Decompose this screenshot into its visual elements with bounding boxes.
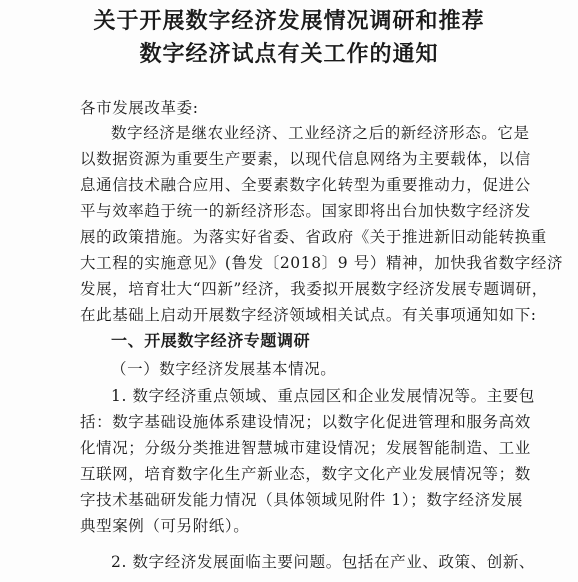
subsection-1-heading: （一）数字经济发展基本情况。	[111, 360, 337, 378]
intro-line-4: 平与效率趋于统一的新经济形态。国家即将出台加快数字经济发	[80, 202, 531, 220]
item-1-line-6: 典型案例（可另附纸）。	[80, 517, 250, 535]
item-1-line-4: 互联网，培育数字化生产新业态，数字文化产业发展情况等；数	[80, 465, 531, 483]
section-1-heading: 一、开展数字经济专题调研	[111, 331, 311, 350]
intro-line-8: 在此基础上启动开展数字经济领域相关试点。有关事项通知如下:	[80, 306, 537, 324]
intro-line-2: 以数据资源为重要生产要素，以现代信息网络为主要载体，以信	[80, 150, 531, 168]
item-1-line-2: 括：数字基础设施体系建设情况；以数字化促进管理和服务高效	[80, 413, 531, 431]
addressee: 各市发展改革委:	[80, 99, 199, 117]
document-title-line-2: 数字经济试点有关工作的通知	[139, 42, 439, 67]
intro-line-5: 展的政策措施。为落实好省委、省政府《关于推进新旧动能转换重	[80, 228, 547, 246]
intro-line-6: 大工程的实施意见》(鲁发〔2018〕9 号）精神，加快我省数字经济	[80, 254, 564, 272]
item-1-line-3: 化情况；分级分类推进智慧城市建设情况；发展智能制造、工业	[80, 439, 531, 457]
item-1-line-1: 1. 数字经济重点领域、重点园区和企业发展情况等。主要包	[111, 387, 536, 405]
intro-line-1: 数字经济是继农业经济、工业经济之后的新经济形态。它是	[111, 124, 530, 142]
intro-line-7: 发展，培育壮大“四新”经济，我委拟开展数字经济发展专题调研，	[80, 280, 548, 298]
intro-line-3: 息通信技术融合应用、全要素数字化转型为重要推动力，促进公	[80, 176, 531, 194]
document-title-line-1: 关于开展数字经济发展情况调研和推荐	[93, 9, 485, 34]
item-1-line-5: 字技术基础研发能力情况（具体领域见附件 1）；数字经济发展	[80, 491, 523, 509]
item-2-line-1: 2. 数字经济发展面临主要问题。包括在产业、政策、创新、	[111, 553, 536, 571]
